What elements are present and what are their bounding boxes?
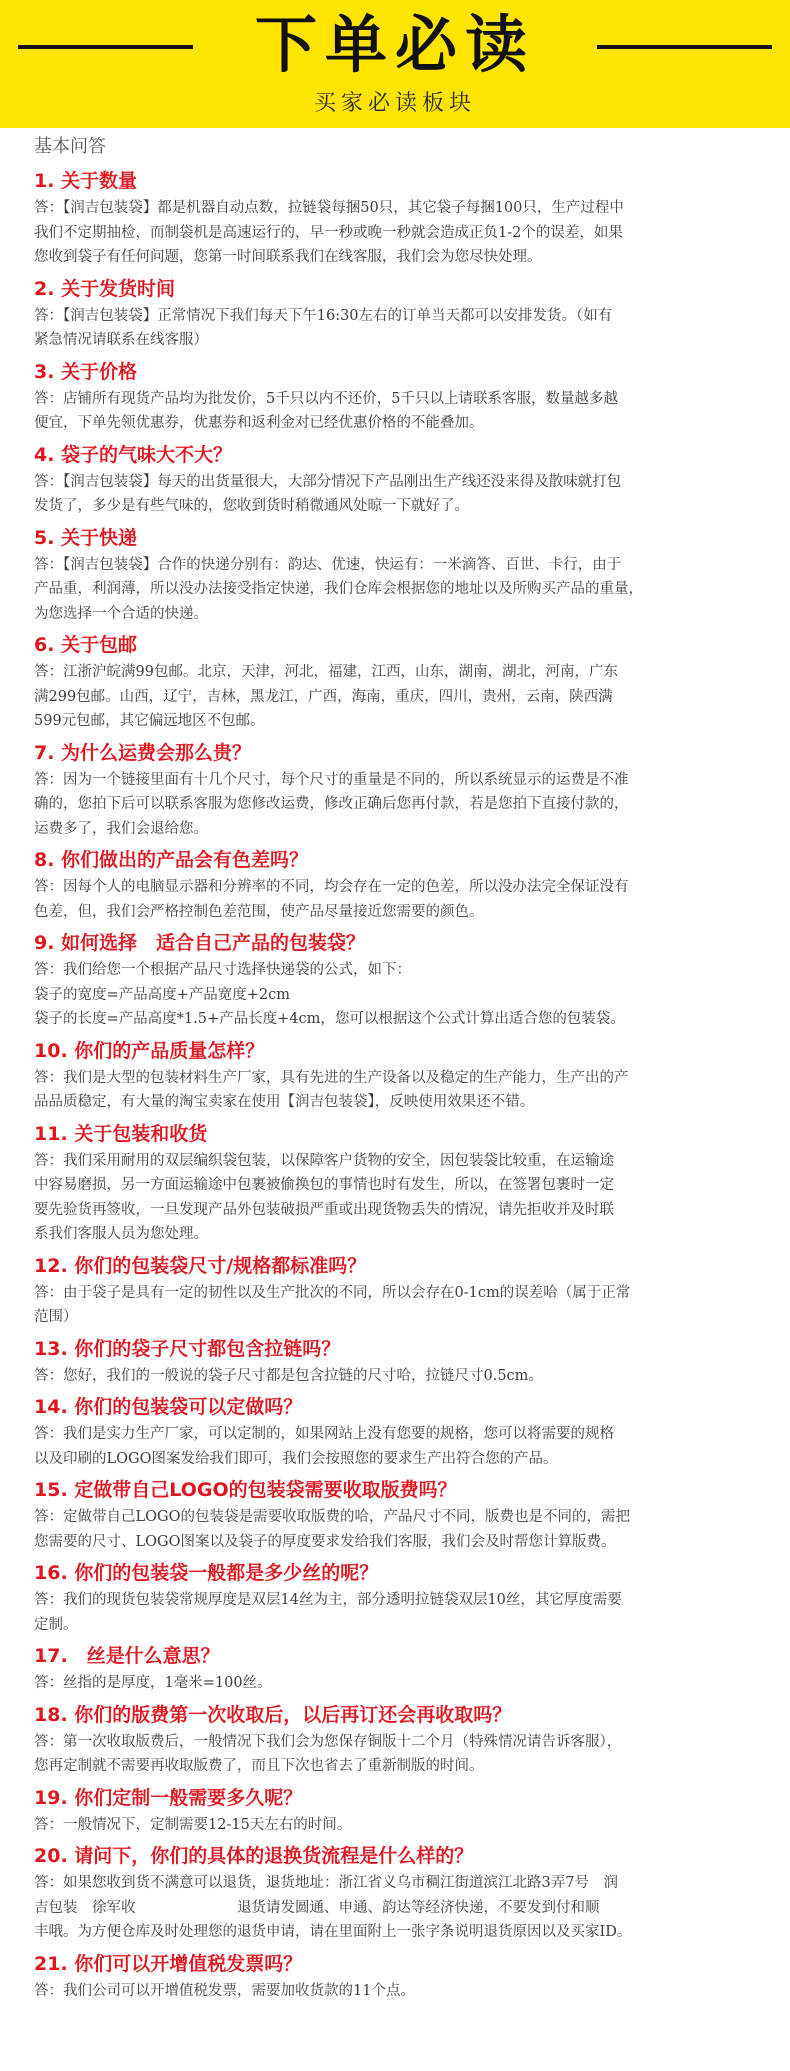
faq-item	[34, 440, 754, 519]
faq-item	[34, 1641, 754, 1696]
faq-item	[34, 166, 754, 270]
faq-question: 10. 你们的产品质量怎样？	[34, 1039, 265, 1062]
faq-question: 12. 你们的包装袋尺寸/规格都标准吗？	[34, 1254, 367, 1277]
faq-answer: 答：由于袋子是具有一定的韧性以及生产批次的不同，所以会存在0-1cm的误差哈（属于正常 范围）	[34, 1284, 631, 1325]
faq-question: 5. 关于快递	[34, 526, 138, 549]
faq-answer: 答：【润吉包装袋】每天的出货量很大，大部分情况下产品刚出生产线还没来得及散味就打包 发货了，多少是有些气味的，您收到货时稍微通风处晾一下就好了。	[34, 473, 622, 514]
faq-question: 6. 关于包邮	[34, 634, 138, 656]
header-banner	[0, 0, 790, 128]
faq-item	[34, 274, 754, 353]
faq-item	[34, 738, 754, 842]
faq-answer: 答：我们是实力生产厂家，可以定制的，如果网站上没有您要的规格，您可以将需要的规格 以及印刷的LOGO图案发给我们即可，我们会按照您的要求生产出符合您的产品。	[34, 1426, 614, 1467]
faq-question: 7. 为什么运费会那么贵？	[34, 741, 252, 764]
faq-item	[34, 1036, 754, 1115]
faq-item	[34, 523, 754, 627]
faq-answer: 答：店铺所有现货产品均为批发价，5千只以内不还价，5千只以上请联系客服，数量越多越 便宜，下单先领优惠券，优惠券和返利金对已经优惠价格的不能叠加。	[34, 390, 618, 431]
faq-question: 2. 关于发货时间	[34, 277, 176, 300]
faq-item	[34, 1700, 754, 1779]
faq-answer: 答：江浙沪皖满99包邮。北京，天津，河北，福建，江西，山东，湖南，湖北，河南，广东 满299包邮。山西，辽宁，吉林，黑龙江，广西，海南，重庆，四川，贵州，云南，陕西满 599元包邮，其它偏远地区不包邮。	[34, 664, 618, 729]
faq-question: 15. 定做带自己LOGO的包装袋需要收取版费吗？	[34, 1479, 457, 1501]
faq-answer: 答：因为一个链接里面有十几个尺寸，每个尺寸的重量是不同的，所以系统显示的运费是不准 确的，您拍下后可以联系客服为您修改运费，修改正确后您再付款，若是您拍下直接付款的， 运费多了，我们会退给您。	[34, 771, 629, 837]
faq-item	[34, 1475, 754, 1554]
faq-question: 9. 如何选择 适合自己产品的包装袋？	[34, 932, 366, 954]
faq-item	[34, 928, 754, 1032]
faq-question: 8. 你们做出的产品会有色差吗？	[34, 849, 309, 871]
faq-answer: 答：我们采用耐用的双层编织袋包装，以保障客户货物的安全，因包装袋比较重，在运输途 中容易磨损，另一方面运输途中包裹被偷换包的事情也时有发生，所以，在签署包裹时一定 要先验货再签收，一旦发现产品外包装破损严重或出现货物丢失的情况，请先拒收并及时联 系我们客服人员为您处理。	[34, 1152, 614, 1242]
faq-answer: 答：第一次收取版费后，一般情况下我们会为您保存铜版十二个月（特殊情况请告诉客服）， 您再定制就不需要再收取版费了，而且下次也省去了重新制版的时间。	[34, 1733, 622, 1774]
faq-answer: 答：一般情况下，定制需要12-15天左右的时间。	[34, 1816, 352, 1833]
faq-question: 13. 你们的袋子尺寸都包含拉链吗？	[34, 1337, 341, 1360]
faq-item	[34, 1558, 754, 1637]
faq-answer: 答：我们公司可以开增值税发票，需要加收货款的11个点。	[34, 1982, 415, 1999]
faq-item	[34, 1949, 754, 2004]
faq-question: 4. 袋子的气味大不大？	[34, 443, 233, 466]
faq-question: 20. 请问下，你们的具体的退换货流程是什么样的？	[34, 1845, 474, 1867]
page-subtitle: 买家必读板块	[313, 91, 476, 116]
faq-question: 17. 丝是什么意思？	[34, 1645, 220, 1667]
faq-content	[0, 128, 790, 2003]
faq-answer: 答：定做带自己LOGO的包装袋是需要收取版费的哈，产品尺寸不同，版费也是不同的，需把 您需要的尺寸、LOGO图案以及袋子的厚度要求发给我们客服，我们会及时帮您计算版费。	[34, 1509, 630, 1550]
faq-answer: 答：【润吉包装袋】正常情况下我们每天下午16:30左右的订单当天都可以安排发货。（如有 紧急情况请联系在线客服）	[34, 307, 613, 348]
faq-answer: 答：我们的现货包装袋常规厚度是双层14丝为主，部分透明拉链袋双层10丝，其它厚度需要 定制。	[34, 1592, 622, 1633]
faq-item	[34, 845, 754, 924]
faq-answer: 答：我们是大型的包装材料生产厂家，具有先进的生产设备以及稳定的生产能力，生产出的产 品品质稳定，有大量的淘宝卖家在使用【润吉包装袋】，反映使用效果还不错。	[34, 1069, 629, 1110]
faq-question: 16. 你们的包装袋一般都是多少丝的呢？	[34, 1562, 379, 1584]
faq-question: 11. 关于包装和收货	[34, 1122, 208, 1145]
faq-question: 14. 你们的包装袋可以定做吗？	[34, 1396, 303, 1418]
faq-answer: 答：您好，我们的一般说的袋子尺寸都是包含拉链的尺寸哈，拉链尺寸0.5cm。	[34, 1367, 543, 1384]
faq-item	[34, 1783, 754, 1838]
faq-answer: 答：【润吉包装袋】合作的快递分别有：韵达、优速，快运有：一米滴答、百世、卡行，由于 产品重，利润薄，所以没办法接受指定快递，我们仓库会根据您的地址以及所购买产品的重量， 为您选择一个合适的快递。	[34, 556, 643, 622]
faq-answer: 答：丝指的是厚度，1毫米=100丝。	[34, 1675, 272, 1691]
faq-item	[34, 357, 754, 436]
faq-item	[34, 1119, 754, 1247]
faq-list	[34, 166, 754, 2003]
faq-item	[34, 1841, 754, 1945]
faq-question: 19. 你们定制一般需要多久呢？	[34, 1786, 303, 1809]
faq-answer: 答：如果您收到货不满意可以退货，退货地址：浙江省义乌市稠江街道滨江北路3弄7号 润 吉包装 徐军收 退货请发圆通、申通、韵达等经济快递，不要发到付和顺 丰哦。为方便仓库及时处理您的退货申请，请在里面附上一张字条说明退货原因以及买家ID。	[34, 1875, 632, 1940]
faq-question: 21. 你们可以开增值税发票吗？	[34, 1952, 303, 1975]
page-title: 下单必读	[254, 8, 535, 81]
faq-item	[34, 1251, 754, 1330]
section-title: 基本问答	[34, 136, 106, 157]
faq-item	[34, 1392, 754, 1471]
faq-answer: 答：我们给您一个根据产品尺寸选择快递袋的公式，如下： 袋子的宽度=产品高度+产品宽度+2cm 袋子的长度=产品高度*1.5+产品长度+4cm，您可以根据这个公式计算出适合您的包装袋。	[34, 962, 625, 1027]
faq-answer: 答：【润吉包装袋】都是机器自动点数，拉链袋每捆50只，其它袋子每捆100只，生产过程中 我们不定期抽检，而制袋机是高速运行的，早一秒或晚一秒就会造成正负1-2个的误差，如果 您收到袋子有任何问题，您第一时间联系我们在线客服，我们会为您尽快处理。	[34, 200, 624, 265]
faq-answer: 答：因每个人的电脑显示器和分辨率的不同，均会存在一定的色差，所以没办法完全保证没有 色差，但，我们会严格控制色差范围，使产品尽量接近您需要的颜色。	[34, 879, 629, 920]
faq-item	[34, 1334, 754, 1389]
faq-question: 1. 关于数量	[34, 170, 138, 192]
faq-question: 18. 你们的版费第一次收取后，以后再订还会再收取吗？	[34, 1703, 512, 1726]
faq-question: 3. 关于价格	[34, 360, 138, 383]
faq-item	[34, 630, 754, 734]
